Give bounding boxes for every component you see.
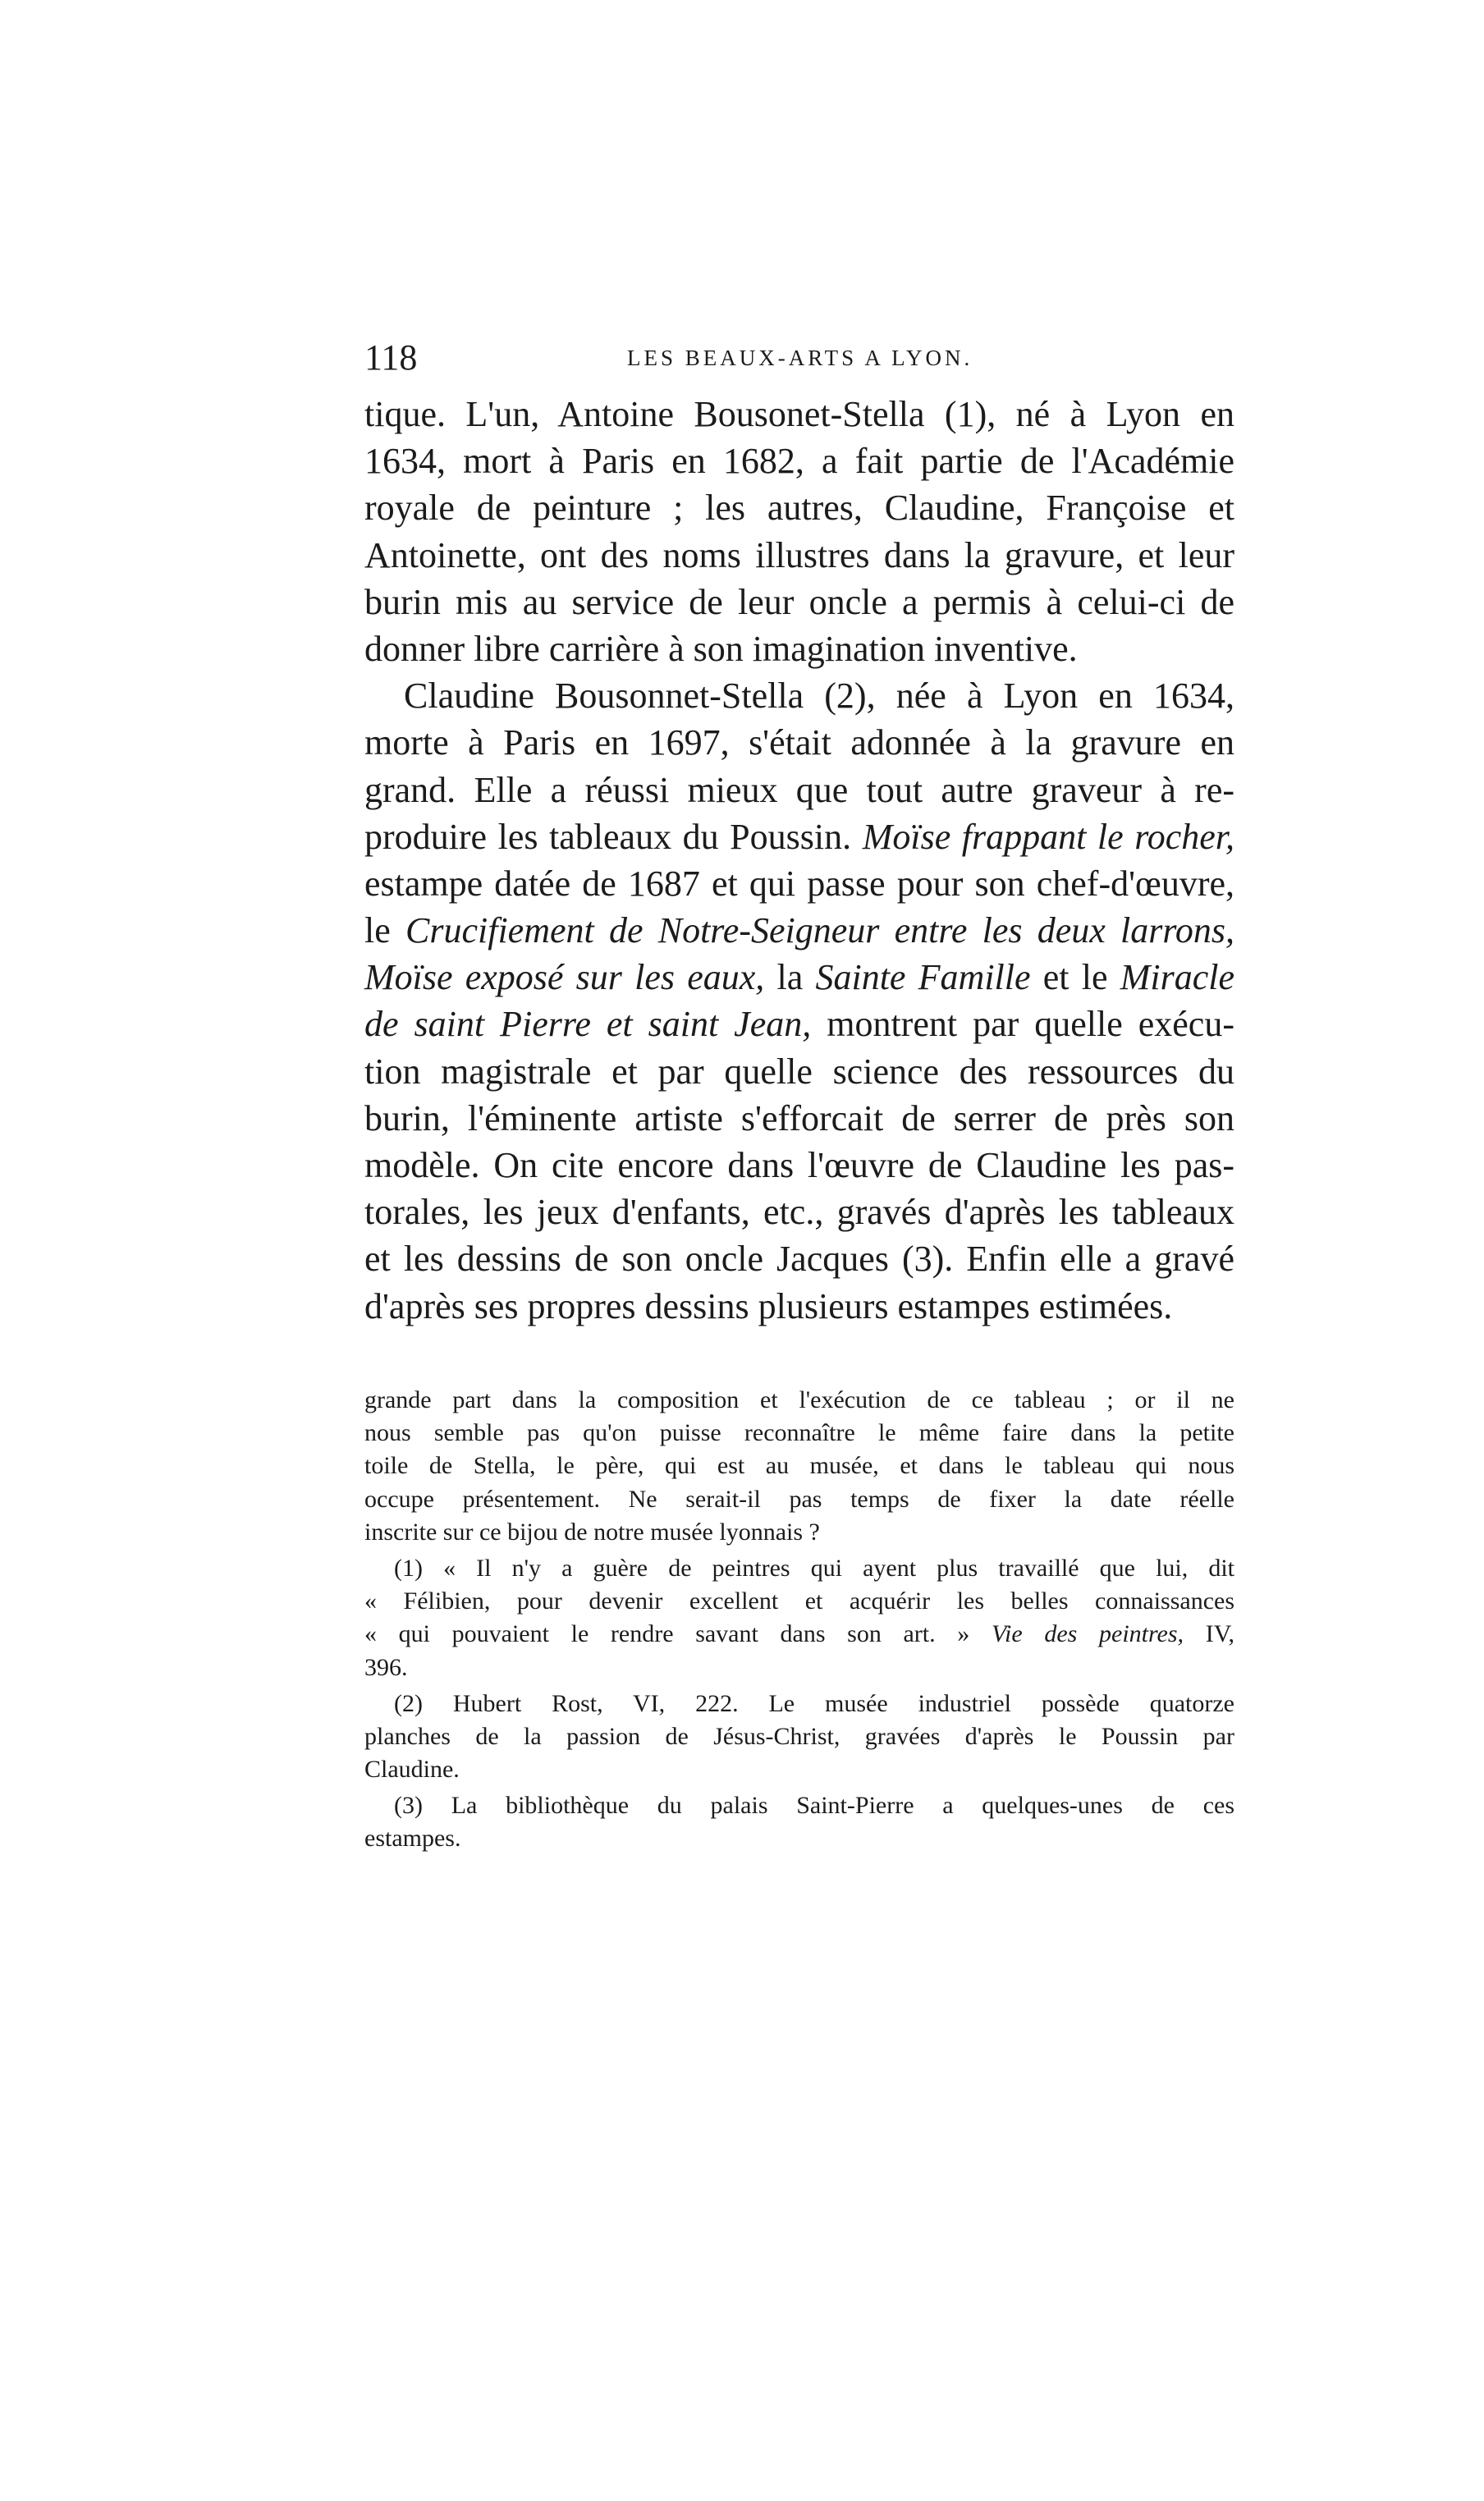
text-line: tique. L'un, Antoine Bousonet-Stella (1), né à Lyon en	[364, 394, 1234, 434]
text-line: Moïse exposé sur les eaux, la Sainte Famille et le Miracle	[364, 957, 1234, 998]
footnote-line: 396.	[364, 1653, 408, 1681]
footnote-line: estampes.	[364, 1825, 461, 1853]
footnote-line: grande part dans la composition et l'exécution de ce tableau ; or il ne	[364, 1386, 1234, 1413]
text-line: Antoinette, ont des noms illustres dans la gravure, et leur	[364, 534, 1234, 575]
footnote-2	[364, 1688, 1234, 1787]
text-line: et les dessins de son oncle Jacques (3). Enfin elle a gravé	[364, 1239, 1234, 1280]
text-line: d'après ses propres dessins plusieurs estampes estimées.	[364, 1285, 1173, 1326]
text-line: tion magistrale et par quelle science des ressources du	[364, 1051, 1234, 1092]
footnotes	[364, 1384, 1234, 1856]
footnote-continuation	[364, 1384, 1234, 1549]
footnote-line: toile de Stella, le père, qui est au musée, et dans le tableau qui nous	[364, 1452, 1234, 1480]
footnote-line: « qui pouvaient le rendre savant dans son art. » Vie des peintres, IV,	[364, 1620, 1235, 1648]
footnote-line: planches de la passion de Jésus-Christ, gravées d'après le Poussin par	[364, 1722, 1234, 1750]
main-text	[364, 391, 1234, 1330]
text-line: de saint Pierre et saint Jean, montrent par quelle exécu-	[364, 1004, 1234, 1045]
text-line: produire les tableaux du Poussin. Moïse frappant le rocher,	[364, 816, 1234, 857]
running-title: LES BEAUX-ARTS A LYON.	[627, 346, 973, 370]
footnote-1	[364, 1552, 1234, 1684]
footnote-line: occupe présentement. Ne serait-il pas temps de fixer la date réelle	[364, 1485, 1234, 1513]
footnote-3	[364, 1789, 1234, 1855]
text-line: burin, l'éminente artiste s'efforcait de serrer de près son	[364, 1097, 1234, 1138]
text-line: royale de peinture ; les autres, Claudine, Françoise et	[364, 488, 1234, 529]
page-number: 118	[364, 337, 418, 378]
text-line: modèle. On cite encore dans l'œuvre de Claudine les pas-	[364, 1145, 1234, 1185]
text-line: morte à Paris en 1697, s'était adonnée à la gravure en	[364, 722, 1234, 763]
text-line: estampe datée de 1687 et qui passe pour son chef-d'œuvre,	[364, 863, 1234, 904]
text-line: donner libre carrière à son imagination inventive.	[364, 628, 1078, 669]
footnote-line: nous semble pas qu'on puisse reconnaître le même faire dans la petite	[364, 1419, 1234, 1447]
footnote-line: Claudine.	[364, 1756, 460, 1784]
footnote-line: (2) Hubert Rost, VI, 222. Le musée industriel possède quatorze	[394, 1689, 1234, 1717]
footnote-line: inscrite sur ce bijou de notre musée lyonnais ?	[364, 1518, 820, 1546]
text-line: Claudine Bousonnet-Stella (2), née à Lyon en 1634,	[404, 676, 1234, 717]
footnote-line: (3) La bibliothèque du palais Saint-Pierre a quelques-unes de ces	[394, 1792, 1234, 1820]
text-line: burin mis au service de leur oncle a permis à celui-ci de	[364, 581, 1234, 622]
running-head	[364, 335, 1234, 381]
text-line: 1634, mort à Paris en 1682, a fait partie de l'Académie	[364, 441, 1234, 482]
text-line: le Crucifiement de Notre-Seigneur entre les deux larrons,	[364, 910, 1234, 951]
text-line: torales, les jeux d'enfants, etc., gravés d'après les tableaux	[364, 1192, 1234, 1233]
text-line: grand. Elle a réussi mieux que tout autre graveur à re-	[364, 769, 1234, 810]
footnote-line: (1) « Il n'y a guère de peintres qui ayent plus travaillé que lui, dit	[394, 1554, 1234, 1582]
footnote-line: « Félibien, pour devenir excellent et acquérir les belles connaissances	[364, 1587, 1234, 1615]
